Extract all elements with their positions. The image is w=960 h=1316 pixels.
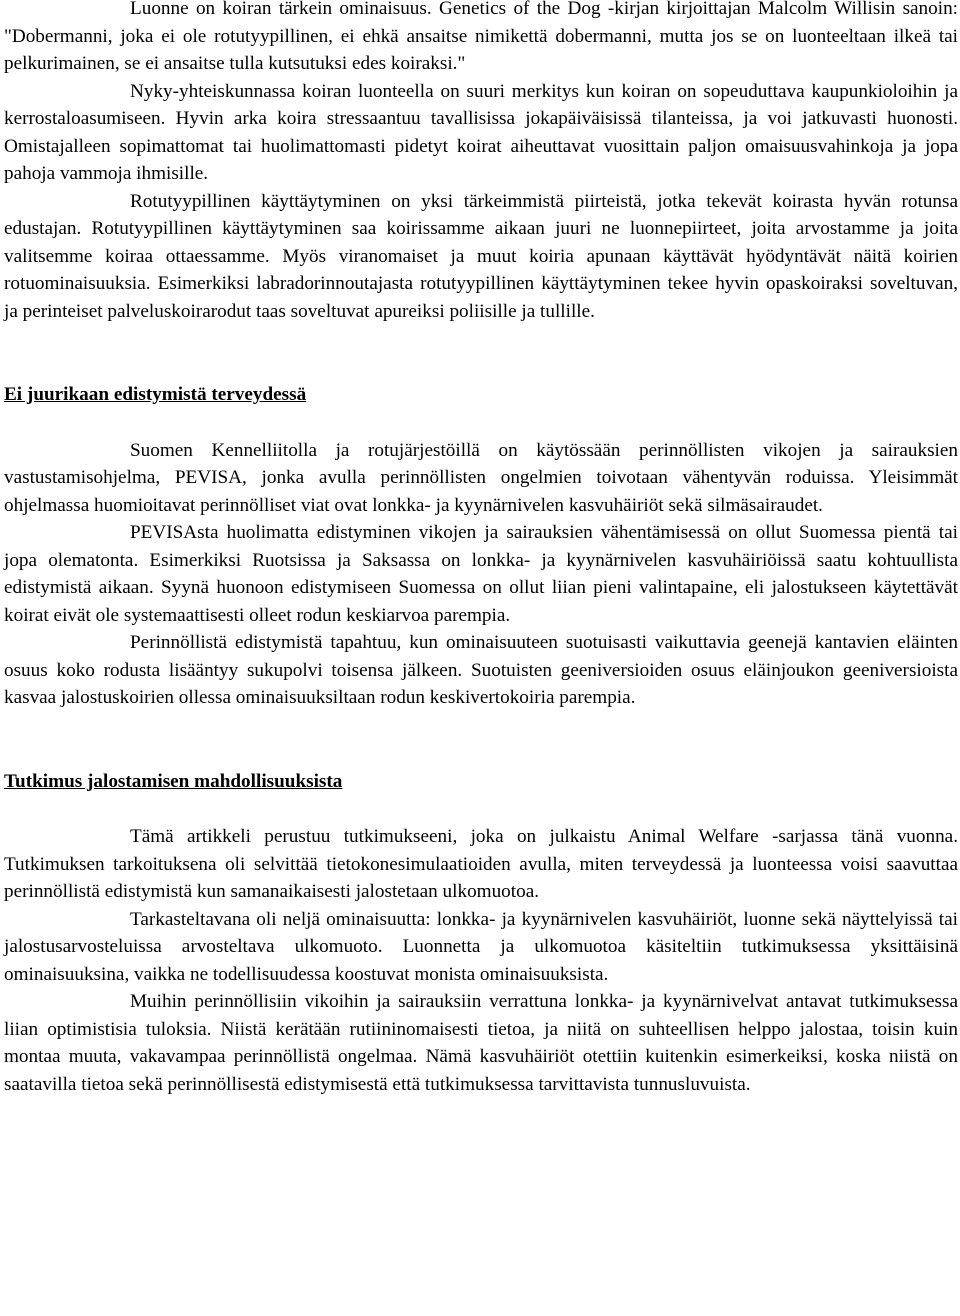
research-paragraph-3: Muihin perinnöllisiin vikoihin ja sairauksiin verrattuna lonkka- ja kyynärnivelvat antavat tutkimuksessa liian optimistisia tuloksia. Niistä kerätään rutiininomaisesti tietoa, ja niitä on suhteellisen helppo jalostaa, toisin kuin montaa muuta, vakavampaa perinnöllistä ongelmaa. Nämä kasvuhäiriöt otettiin kuitenkin esimerkeiksi, koska niistä on saatavilla tietoa sekä perinnöllisestä edistymisestä että tutkimuksessa tarvittavista tunnusluvuista. [4,991,958,1095]
research-section [4,823,958,1098]
intro-paragraph-1: Luonne on koiran tärkein ominaisuus. Genetics of the Dog -kirjan kirjoittajan Malcolm Willisin sanoin: "Dobermanni, joka ei ole rotutyypillinen, ei ehkä ansaitse nimikettä dobermanni, mutta jos se on luonteeltaan ilkeä tai pelkurimainen, se ei ansaitse tulla kutsutuksi edes koiraksi." [4,0,958,74]
research-paragraph-1: Tämä artikkeli perustuu tutkimukseeni, joka on julkaistu Animal Welfare -sarjassa tänä vuonna. Tutkimuksen tarkoituksena oli selvittää tietokonesimulaatioiden avulla, miten terveydessä ja luonteessa voisi saavuttaa perinnöllistä edistymistä kun samanaikaisesti jalostetaan ulkomuotoa. [4,826,958,902]
intro-paragraph-3: Rotutyypillinen käyttäytyminen on yksi tärkeimmistä piirteistä, jotka tekevät koirasta hyvän rotunsa edustajan. Rotutyypillinen käyttäytyminen saa koirissamme aikaan juuri ne luonnepiirteet, joita arvostamme ja joita valitsemme koiraa ottaessamme. Myös viranomaiset ja muut koiria apunaan käyttävät hyödyntävät näitä koirien rotuominaisuuksia. Esimerkiksi labradorinnoutajasta rotutyypillinen käyttäytyminen tekee hyvin opaskoiraksi soveltuvan, ja perinteiset palveluskoirarodut taas soveltuvat apureiksi poliisille ja tullille. [4,190,958,322]
research-paragraph-2: Tarkasteltavana oli neljä ominaisuutta: lonkka- ja kyynärnivelen kasvuhäiriöt, luonne sekä näyttelyissä tai jalostusarvosteluissa arvosteltava ulkomuoto. Luonnetta ja ulkomuotoa käsiteltiin tutkimuksessa yksittäisinä ominaisuuksina, vaikka ne todellisuudessa koostuvat monista ominaisuuksista. [4,908,958,985]
health-paragraph-3: Perinnöllistä edistymistä tapahtuu, kun ominaisuuteen suotuisasti vaikuttavia geenejä kantavien eläinten osuus koko rodusta lisääntyy sukupolvi toisensa jälkeen. Suotuisten geeniversioiden osuus eläinjoukon geeniversioista kasvaa jalostuskoirien ollessa ominaisuuksiltaan rodun keskivertokoiria parempia. [4,632,958,708]
section-heading-health: Ei juurikaan edistymistä terveydessä [4,384,307,405]
document-page [4,0,958,1098]
health-section [4,437,958,712]
intro-section [4,0,958,325]
section-heading-research: Tutkimus jalostamisen mahdollisuuksista [4,770,343,792]
intro-paragraph-2: Nyky-yhteiskunnassa koiran luonteella on suuri merkitys kun koiran on sopeuduttava kaupunkioloihin ja kerrostaloasumiseen. Hyvin arka koira stressaantuu tavallisissa jokapäiväisissä tilanteissa, ja voi jatkuvasti huonosti. Omistajalleen sopimattomat tai huolimattomasti pidetyt koirat aiheuttavat vuosittain paljon omaisuusvahinkoja ja jopa pahoja vammoja ihmisille. [4,80,958,184]
health-paragraph-2: PEVISAsta huolimatta edistyminen vikojen ja sairauksien vähentämisessä on ollut Suomessa pientä tai jopa olematonta. Esimerkiksi Ruotsissa ja Saksassa on lonkka- ja kyynärnivelen kasvuhäiriöissä saatu kohtuullista edistymistä aikaan. Syynä huonoon edistymiseen Suomessa on ollut liian pieni valintapaine, eli jalostukseen käytettävät koirat eivät ole systemaattisesti olleet rodun keskiarvoa parempia. [4,522,958,626]
health-paragraph-1: Suomen Kennelliitolla ja rotujärjestöillä on käytössään perinnöllisten vikojen ja sairauksien vastustamisohjelma, PEVISA, jonka avulla perinnöllisten ongelmien toivotaan vähentyvän roduissa. Yleisimmät ohjelmassa huomioitavat perinnölliset viat ovat lonkka- ja kyynärnivelen kasvuhäiriöt sekä silmäsairaudet. [4,439,958,516]
